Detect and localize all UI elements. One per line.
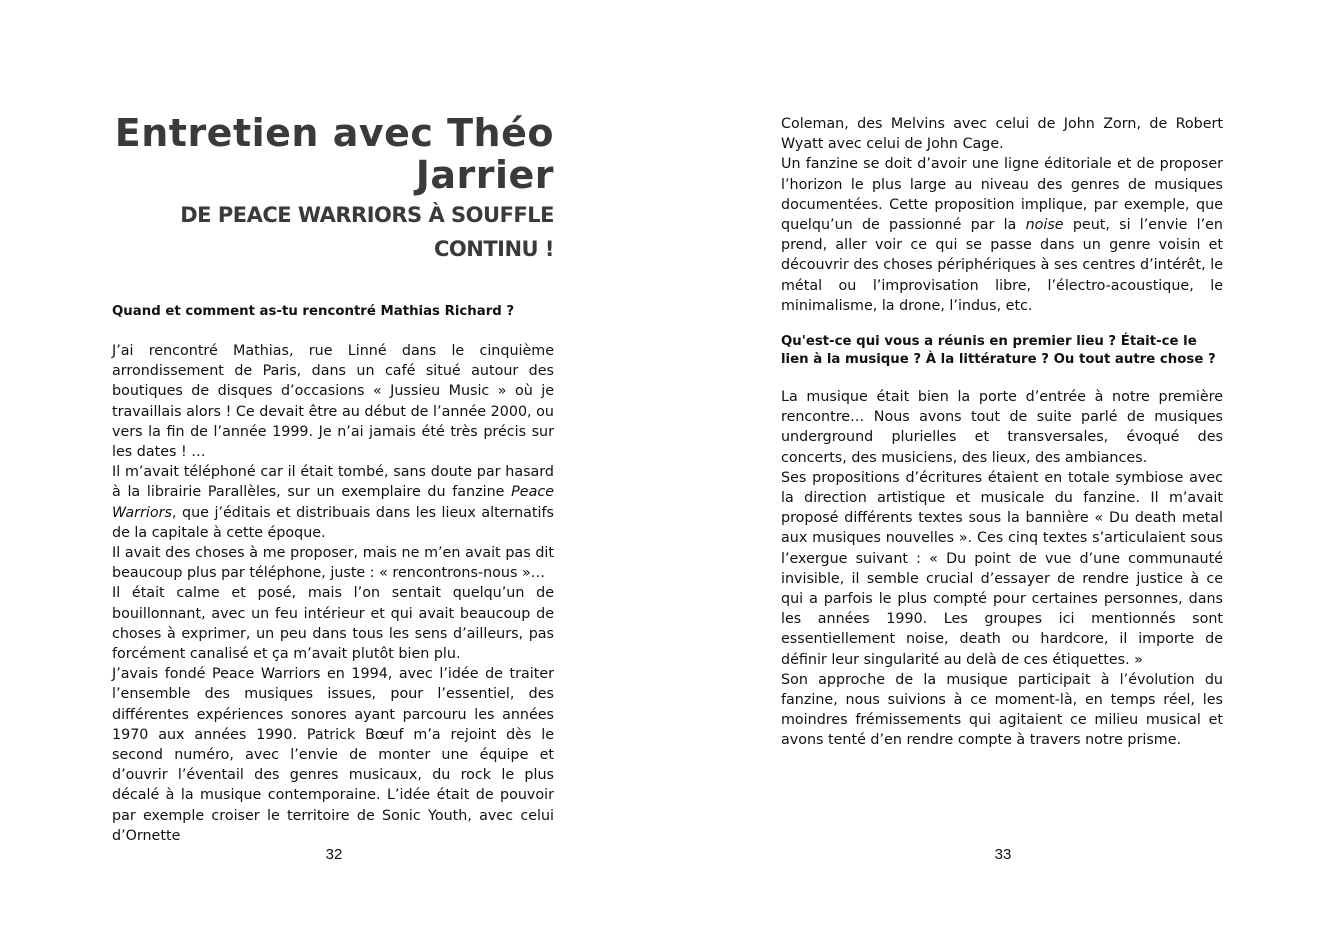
paragraph: Il avait des choses à me proposer, mais ne m’en avait pas dit beaucoup plus par téléphone, juste : « rencontrons-nous »… <box>112 545 554 582</box>
page-number: 32 <box>325 846 343 863</box>
interview-question-1: Quand et comment as-tu rencontré Mathias Richard ? <box>112 304 515 319</box>
paragraph: Il était calme et posé, mais l’on sentait quelqu’un de bouillonnant, avec un feu intérieur et qui avait beaucoup de choses à exprimer, un peu dans tous les sens d’ailleurs, pas forcément canalisé et ça m’avait plutôt bien plu. <box>112 585 554 663</box>
paragraph: J’ai rencontré Mathias, rue Linné dans le cinquième arrondissement de Paris, dans un café situé autour des boutiques de disques d’occasions « Jussieu Music » où je travaillais alors ! Ce devait être au début de l’année 2000, ou vers la fin de l’année 1999. Je n’ai jamais été très précis sur les dates ! … <box>112 343 554 461</box>
answer-2-body <box>781 387 1223 751</box>
answer-1-continued <box>781 114 1223 316</box>
paragraph: Coleman, des Melvins avec celui de John Zorn, de Robert Wyatt avec celui de John Cage. <box>781 116 1223 153</box>
paragraph: Un fanzine se doit d’avoir une ligne éditoriale et de proposer l’horizon le plus large au niveau des genres de musiques documentées. Cette proposition implique, par exemple, que quelqu’un de passionné par la noise peut, si l’envie l’en prend, aller voir ce qui se passe dans un genre voisin et découvrir des choses périphériques à ses centres d’intérêt, le métal ou l’improvisation libre, l’électro-acoustique, le minimalisme, la drone, l’indus, etc. <box>781 156 1223 314</box>
paragraph: Il m’avait téléphoné car il était tombé, sans doute par hasard à la librairie Parallèles, sur un exemplaire du fanzine Peace Warriors, que j’éditais et distribuais dans les lieux alternatifs de la capitale à cette époque. <box>112 464 554 541</box>
fanzine-title-italic: Peace Warriors <box>112 484 554 521</box>
right-page <box>669 0 1338 949</box>
answer-1-body <box>112 341 554 846</box>
paragraph: J’avais fondé Peace Warriors en 1994, avec l’idée de traiter l’ensemble des musiques issues, pour l’essentiel, des différentes expériences sonores ayant parcouru les années 1970 aux années 1990. Patrick Bœuf m’a rejoint dès le second numéro, avec l’envie de monter une équipe et d’ouvrir l’éventail des genres musicaux, du rock le plus décalé à la musique contemporaine. L’idée était de pouvoir par exemple croiser le territoire de Sonic Youth, avec celui d’Ornette <box>112 666 554 844</box>
article-title: Entretien avec Théo Jarrier <box>114 111 554 197</box>
paragraph: La musique était bien la porte d’entrée à notre première rencontre… Nous avons tout de suite parlé de musiques underground plurielles et transversales, évoqué des concerts, des musiciens, des lieux, des ambiances. <box>781 389 1223 466</box>
paragraph: Son approche de la musique participait à l’évolution du fanzine, nous suivions à ce moment-là, en temps réel, les moindres frémissements qui agitaient ce milieu musical et avons tenté d’en rendre compte à travers notre prisme. <box>781 671 1223 749</box>
genre-italic: noise <box>1025 217 1064 234</box>
article-subtitle: DE PEACE WARRIORS À SOUFFLE CONTINU ! <box>180 203 554 261</box>
paragraph: Ses propositions d’écritures étaient en totale symbiose avec la direction artistique et musicale du fanzine. Il m’avait proposé différents textes sous la bannière « Du death metal aux musiques nouvelles ». Ces cinq textes s’articulaient sous l’exergue suivant : « Du point de vue d’une communauté invisible, il semble crucial d’essayer de rendre justice à ce qui a parfois le plus compté pour certaines personnes, dans les années 1990. Les groupes ici mentionnés sont essentiellement noise, death ou hardcore, il importe de définir leur singularité au delà de ces étiquettes. » <box>781 469 1223 668</box>
page-number: 33 <box>994 846 1012 863</box>
interview-question-2: Qu'est-ce qui vous a réunis en premier lieu ? Était-ce le lien à la musique ? À la littérature ? Ou tout autre chose ? <box>781 334 1216 367</box>
